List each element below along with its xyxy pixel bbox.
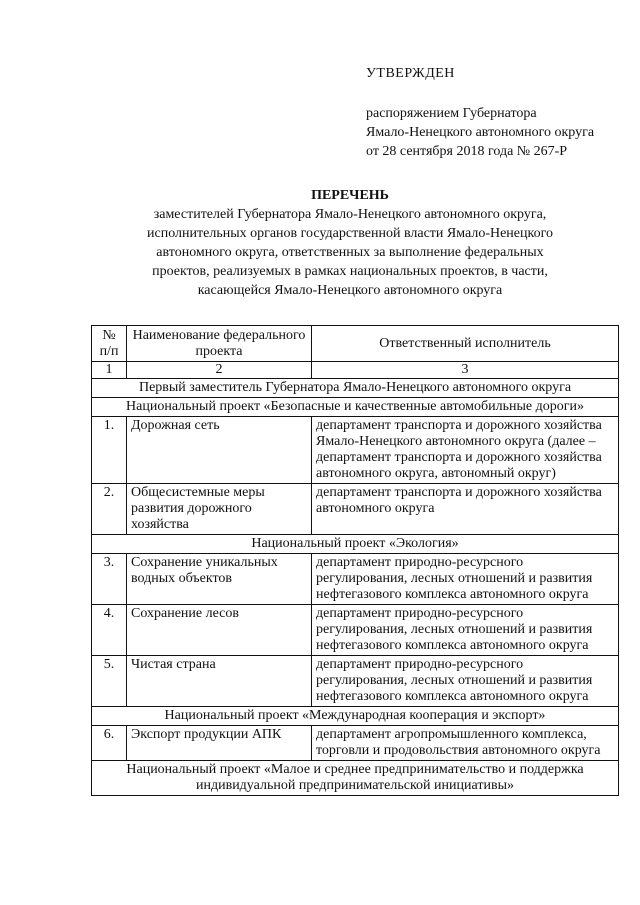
deputy-row: Первый заместитель Губернатора Ямало-Ненецкого автономного округа xyxy=(92,379,619,398)
row-project: Экспорт продукции АПК xyxy=(127,726,312,761)
row-number: 6. xyxy=(92,726,127,761)
header-executor: Ответственный исполнитель xyxy=(312,326,619,362)
table-row xyxy=(92,656,619,707)
row-executor: департамент природно-ресурсного регулирования, лесных отношений и развития нефтегазового комплекса автономного округа xyxy=(312,554,619,605)
row-project: Чистая страна xyxy=(127,656,312,707)
document-heading xyxy=(100,186,600,300)
row-project: Сохранение лесов xyxy=(127,605,312,656)
table-row xyxy=(92,417,619,484)
heading-line: проектов, реализуемых в рамках национальных проектов, в части, xyxy=(152,264,548,279)
header-number: № п/п xyxy=(92,326,127,362)
heading-line: касающейся Ямало-Ненецкого автономного округа xyxy=(197,283,503,298)
row-executor: департамент транспорта и дорожного хозяйства автономного округа xyxy=(312,484,619,535)
table-row xyxy=(92,605,619,656)
approval-block xyxy=(366,64,594,161)
approval-line-2: Ямало-Ненецкого автономного округа xyxy=(366,125,595,140)
section-title: Национальный проект «Экология» xyxy=(92,535,619,554)
column-number-1: 1 xyxy=(92,362,127,379)
table-row xyxy=(92,554,619,605)
approval-title: УТВЕРЖДЕН xyxy=(366,66,455,81)
heading-line: исполнительных органов государственной власти Ямало-Ненецкого xyxy=(147,226,553,241)
projects-table xyxy=(91,325,619,796)
approval-line-3: от 28 сентября 2018 года № 267-Р xyxy=(366,144,568,159)
header-project: Наименование федерального проекта xyxy=(127,326,312,362)
table-row xyxy=(92,484,619,535)
column-number-3: 3 xyxy=(312,362,619,379)
row-executor: департамент агропромышленного комплекса, торговли и продовольствия автономного округа xyxy=(312,726,619,761)
section-title: Национальный проект «Малое и среднее предпринимательство и поддержка индивидуальной предпринимательской инициативы» xyxy=(92,761,619,796)
row-project: Сохранение уникальных водных объектов xyxy=(127,554,312,605)
row-number: 2. xyxy=(92,484,127,535)
row-executor: департамент природно-ресурсного регулирования, лесных отношений и развития нефтегазового комплекса автономного округа xyxy=(312,605,619,656)
row-project: Дорожная сеть xyxy=(127,417,312,484)
approval-line-1: распоряжением Губернатора xyxy=(366,106,537,121)
column-number-2: 2 xyxy=(127,362,312,379)
row-number: 1. xyxy=(92,417,127,484)
row-number: 4. xyxy=(92,605,127,656)
heading-line: заместителей Губернатора Ямало-Ненецкого автономного округа, xyxy=(153,207,547,222)
section-title: Национальный проект «Безопасные и качественные автомобильные дороги» xyxy=(92,398,619,417)
row-number: 5. xyxy=(92,656,127,707)
row-project: Общесистемные меры развития дорожного хозяйства xyxy=(127,484,312,535)
heading-line: автономного округа, ответственных за выполнение федеральных xyxy=(156,245,544,260)
row-executor: департамент природно-ресурсного регулирования, лесных отношений и развития нефтегазового комплекса автономного округа xyxy=(312,656,619,707)
document-title: ПЕРЕЧЕНЬ xyxy=(311,188,389,203)
row-executor: департамент транспорта и дорожного хозяйства Ямало-Ненецкого автономного округа (далее – департамент транспорта и дорожного хозяйства автономного округа, автономный округ) xyxy=(312,417,619,484)
row-number: 3. xyxy=(92,554,127,605)
table-row xyxy=(92,726,619,761)
section-title: Национальный проект «Международная кооперация и экспорт» xyxy=(92,707,619,726)
